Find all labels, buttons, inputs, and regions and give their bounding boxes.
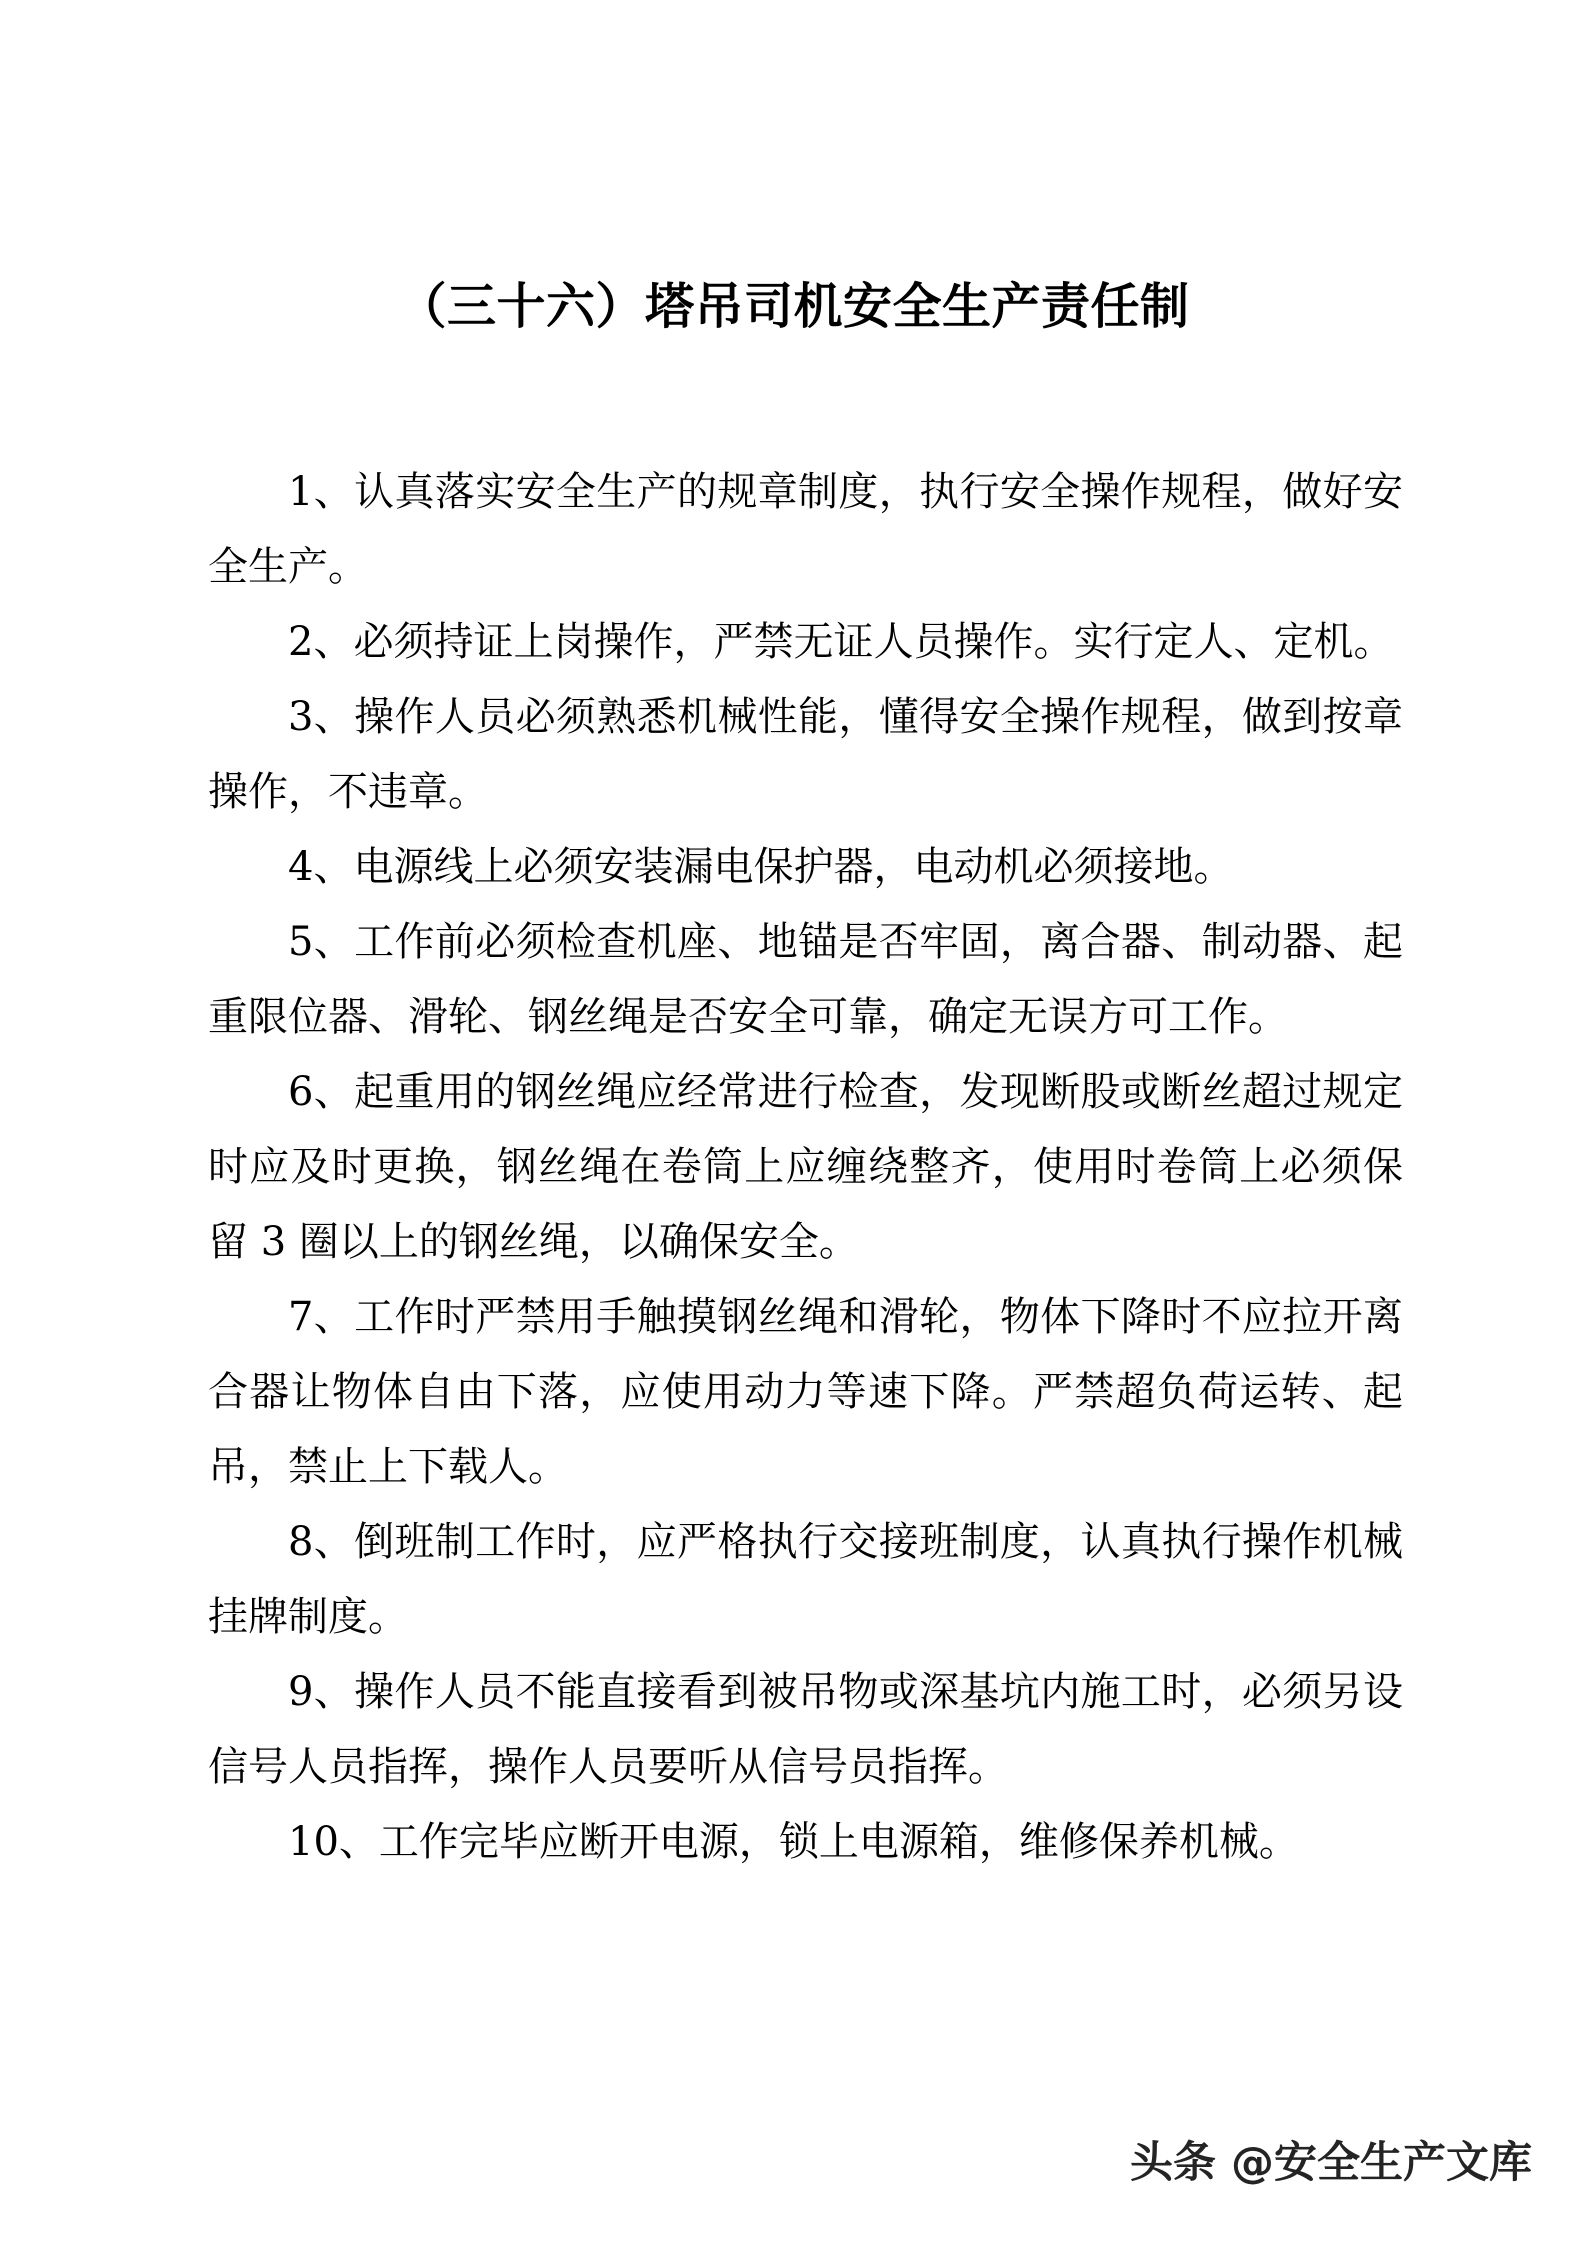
clause-paragraph-1: 1、认真落实安全生产的规章制度，执行安全操作规程，做好安全生产。 [208,469,1403,590]
clause-paragraph-7: 7、工作时严禁用手触摸钢丝绳和滑轮，物体下降时不应拉开离合器让物体自由下落，应使用动力等速下降。严禁超负荷运转、起吊，禁止上下载人。 [208,1294,1403,1490]
document-body [208,455,1403,1880]
clause-paragraph-6: 6、起重用的钢丝绳应经常进行检查，发现断股或断丝超过规定时应及时更换，钢丝绳在卷筒上应缠绕整齐，使用时卷筒上必须保留 3 圈以上的钢丝绳，以确保安全。 [208,1069,1403,1265]
clause-paragraph-3: 3、操作人员必须熟悉机械性能，懂得安全操作规程，做到按章操作，不违章。 [208,694,1403,815]
clause-paragraph-8: 8、倒班制工作时，应严格执行交接班制度，认真执行操作机械挂牌制度。 [208,1519,1403,1640]
clause-paragraph-5: 5、工作前必须检查机座、地锚是否牢固，离合器、制动器、起重限位器、滑轮、钢丝绳是否安全可靠，确定无误方可工作。 [208,919,1403,1040]
clause-paragraph-4: 4、电源线上必须安装漏电保护器，电动机必须接地。 [288,844,1234,890]
clause-paragraph-2: 2、必须持证上岗操作，严禁无证人员操作。实行定人、定机。 [288,619,1394,665]
watermark: 头条 @安全生产文库 [1130,2138,1532,2188]
clause-paragraph-10: 10、工作完毕应断开电源，锁上电源箱，维修保养机械。 [288,1819,1299,1865]
page-title: （三十六）塔吊司机安全生产责任制 [397,278,1190,335]
clause-paragraph-9: 9、操作人员不能直接看到被吊物或深基坑内施工时，必须另设信号人员指挥，操作人员要听从信号员指挥。 [208,1669,1403,1790]
